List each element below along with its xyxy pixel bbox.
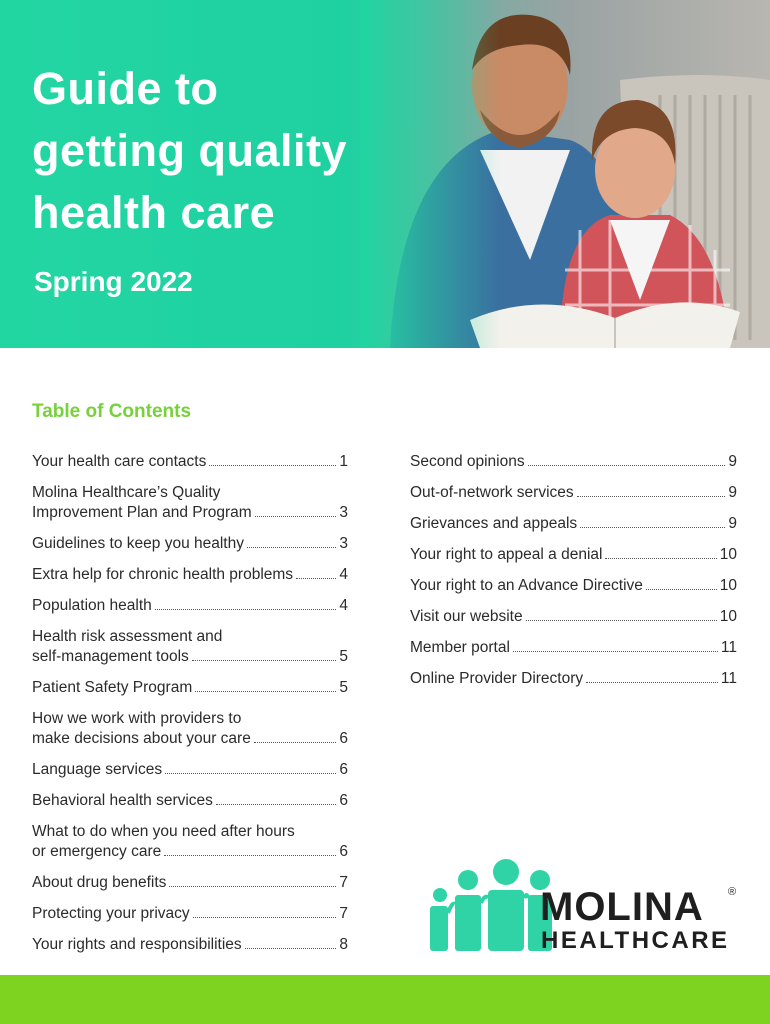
logo-wordmark-healthcare: HEALTHCARE [541, 927, 730, 954]
toc-entry-label: make decisions about your care [32, 730, 251, 747]
toc-page-number: 3 [339, 535, 348, 552]
dot-leader [605, 558, 716, 559]
toc-page-number: 4 [339, 566, 348, 583]
toc-entry-label: Guidelines to keep you healthy [32, 535, 244, 552]
toc-page-number: 4 [339, 597, 348, 614]
toc-entry[interactable] [32, 596, 348, 616]
toc-entry[interactable] [410, 483, 737, 503]
dot-leader [586, 682, 718, 683]
toc-entry-label: Member portal [410, 639, 510, 656]
toc-column-left [32, 452, 348, 966]
hero-banner [0, 0, 770, 348]
toc-page-number: 6 [339, 730, 348, 747]
toc-entry-label: Grievances and appeals [410, 515, 578, 532]
toc-entry-label: Visit our website [410, 608, 523, 625]
toc-entry-label: Your right to an Advance Directive [410, 577, 643, 594]
toc-entry[interactable] [32, 935, 348, 955]
dot-leader [216, 804, 336, 805]
toc-heading: Table of Contents [32, 401, 192, 422]
toc-entry-label: Your health care contacts [32, 453, 207, 470]
toc-entry-label: or emergency care [32, 843, 162, 860]
toc-entry-label: self-management tools [32, 648, 189, 665]
toc-page-number: 6 [339, 761, 348, 778]
dot-leader [255, 516, 337, 517]
dot-leader [646, 589, 717, 590]
dot-leader [296, 578, 336, 579]
dot-leader [528, 465, 726, 466]
dot-leader [164, 855, 336, 856]
toc-entry[interactable] [32, 791, 348, 811]
toc-entry-label-line1: What to do when you need after hours [32, 823, 295, 840]
dot-leader [245, 948, 337, 949]
logo-wordmark-molina: MOLINA [540, 885, 704, 929]
toc-page-number: 5 [339, 679, 348, 696]
toc-entry-label: About drug benefits [32, 874, 167, 891]
toc-page-number: 6 [339, 792, 348, 809]
dot-leader [577, 496, 726, 497]
toc-entry-label: Online Provider Directory [410, 670, 584, 687]
dot-leader [165, 773, 336, 774]
dot-leader [193, 917, 337, 918]
toc-entry[interactable] [410, 607, 737, 627]
toc-entry-label: Your rights and responsibilities [32, 936, 242, 953]
dot-leader [526, 620, 717, 621]
toc-page-number: 5 [339, 648, 348, 665]
toc-entry-label: Language services [32, 761, 163, 778]
toc-entry[interactable] [32, 709, 348, 749]
toc-entry-label: Extra help for chronic health problems [32, 566, 294, 583]
toc-entry[interactable] [32, 483, 348, 523]
edition-subtitle: Spring 2022 [34, 266, 193, 297]
toc-column-right [410, 452, 737, 700]
dot-leader [247, 547, 336, 548]
dot-leader [192, 660, 337, 661]
dot-leader [195, 691, 336, 692]
toc-entry-label: Protecting your privacy [32, 905, 190, 922]
toc-page-number: 8 [339, 936, 348, 953]
toc-entry-label: Patient Safety Program [32, 679, 193, 696]
dot-leader [513, 651, 718, 652]
toc-entry-label-line1: Molina Healthcare’s Quality [32, 484, 221, 501]
toc-page-number: 11 [720, 639, 737, 656]
logo-registered-mark: ® [728, 886, 737, 898]
toc-entry[interactable] [32, 873, 348, 893]
toc-page-number: 9 [728, 484, 737, 501]
toc-entry-label: Behavioral health services [32, 792, 213, 809]
dot-leader [155, 609, 337, 610]
dot-leader [580, 527, 725, 528]
toc-entry[interactable] [410, 669, 737, 689]
footer-bar [0, 975, 770, 1024]
toc-page-number: 11 [720, 670, 737, 687]
toc-entry[interactable] [32, 627, 348, 667]
toc-entry-label: Out-of-network services [410, 484, 574, 501]
toc-entry[interactable] [32, 534, 348, 554]
toc-entry[interactable] [32, 452, 348, 472]
toc-entry[interactable] [410, 545, 737, 565]
dot-leader [169, 886, 336, 887]
toc-entry-label: Second opinions [410, 453, 525, 470]
toc-entry[interactable] [410, 576, 737, 596]
toc-entry[interactable] [32, 565, 348, 585]
toc-entry[interactable] [410, 514, 737, 534]
toc-entry-label: Your right to appeal a denial [410, 546, 603, 563]
toc-entry[interactable] [410, 452, 737, 472]
toc-entry[interactable] [32, 678, 348, 698]
toc-page-number: 10 [719, 608, 737, 625]
dot-leader [209, 465, 336, 466]
toc-page-number: 9 [728, 515, 737, 532]
dot-leader [254, 742, 337, 743]
toc-page-number: 10 [719, 546, 737, 563]
toc-entry-label: Improvement Plan and Program [32, 504, 252, 521]
toc-entry-label-line1: Health risk assessment and [32, 628, 223, 645]
toc-entry-label-line1: How we work with providers to [32, 710, 242, 727]
toc-page-number: 10 [719, 577, 737, 594]
page-title: Guide to getting quality health care [32, 63, 347, 238]
toc-page-number: 7 [339, 905, 348, 922]
toc-entry-label: Population health [32, 597, 152, 614]
toc-page-number: 9 [728, 453, 737, 470]
toc-page-number: 3 [339, 504, 348, 521]
toc-page-number: 7 [339, 874, 348, 891]
toc-entry[interactable] [32, 904, 348, 924]
toc-page-number: 1 [339, 453, 348, 470]
toc-entry[interactable] [410, 638, 737, 658]
toc-entry[interactable] [32, 822, 348, 862]
toc-entry[interactable] [32, 760, 348, 780]
toc-page-number: 6 [339, 843, 348, 860]
